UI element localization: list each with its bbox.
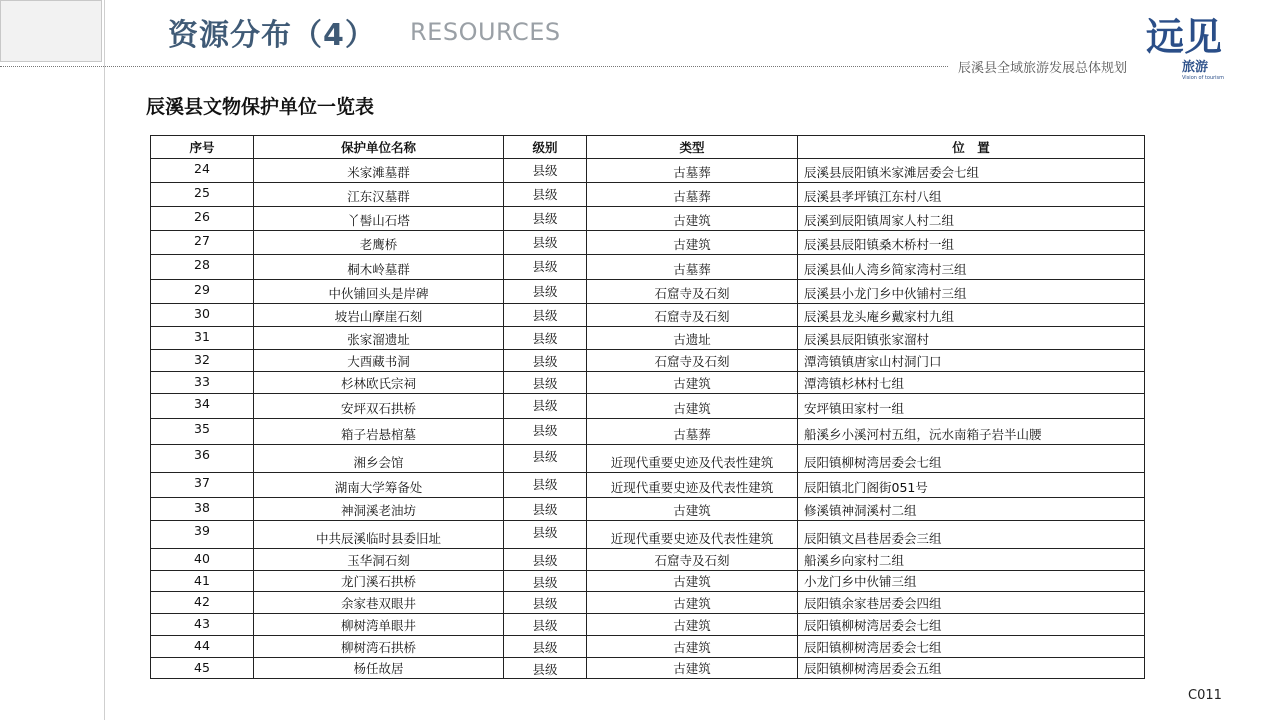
table-row <box>151 636 1145 658</box>
cell-location: 辰溪县辰阳镇张家溜村 <box>798 327 1145 350</box>
table-row <box>151 327 1145 350</box>
cell-location: 辰阳镇柳树湾居委会五组 <box>798 658 1145 679</box>
cell-location: 辰溪县小龙门乡中伙铺村三组 <box>798 280 1145 304</box>
cell-level: 县级 <box>504 658 587 679</box>
cell-level: 县级 <box>504 614 587 636</box>
cell-location: 辰溪县龙头庵乡戴家村九组 <box>798 304 1145 327</box>
cell-number: 40 <box>151 549 254 571</box>
table-row <box>151 498 1145 521</box>
logo-label: 旅游 <box>1182 60 1209 75</box>
cell-location: 辰溪县辰阳镇米家滩居委会七组 <box>798 159 1145 183</box>
column-header-level: 级别 <box>504 136 587 159</box>
cell-number: 38 <box>151 498 254 521</box>
cell-type: 石窟寺及石刻 <box>587 350 798 372</box>
cell-type: 古建筑 <box>587 394 798 419</box>
table-row <box>151 372 1145 394</box>
cell-type: 古建筑 <box>587 636 798 658</box>
cell-location: 小龙门乡中伙铺三组 <box>798 571 1145 592</box>
heritage-units-table <box>150 135 1145 679</box>
cell-type: 古建筑 <box>587 372 798 394</box>
cell-name: 箱子岩悬棺墓 <box>254 419 504 445</box>
cell-name: 龙门溪石拱桥 <box>254 571 504 592</box>
plan-name: 辰溪县全域旅游发展总体规划 <box>958 61 1128 76</box>
logo-tagline: Vision of tourism <box>1182 75 1225 81</box>
cell-location: 潭湾镇杉林村七组 <box>798 372 1145 394</box>
cell-type: 古建筑 <box>587 571 798 592</box>
cell-level: 县级 <box>504 304 587 327</box>
column-header-location: 位 置 <box>798 136 1145 159</box>
column-header-name: 保护单位名称 <box>254 136 504 159</box>
cell-number: 27 <box>151 231 254 255</box>
table-row <box>151 521 1145 549</box>
cell-number: 42 <box>151 592 254 614</box>
cell-name: 余家巷双眼井 <box>254 592 504 614</box>
cell-type: 石窟寺及石刻 <box>587 549 798 571</box>
cell-level: 县级 <box>504 498 587 521</box>
cell-level: 县级 <box>504 159 587 183</box>
cell-number: 29 <box>151 280 254 304</box>
table-row <box>151 571 1145 592</box>
cell-number: 33 <box>151 372 254 394</box>
cell-number: 28 <box>151 255 254 280</box>
cell-number: 37 <box>151 473 254 498</box>
cell-name: 安坪双石拱桥 <box>254 394 504 419</box>
cell-level: 县级 <box>504 473 587 498</box>
cell-level: 县级 <box>504 255 587 280</box>
table-row <box>151 255 1145 280</box>
cell-number: 31 <box>151 327 254 350</box>
cell-number: 39 <box>151 521 254 549</box>
table-row <box>151 304 1145 327</box>
cell-level: 县级 <box>504 372 587 394</box>
logo-glyph: 远见 <box>1146 14 1223 59</box>
cell-name: 杉林欧氏宗祠 <box>254 372 504 394</box>
vision-of-tourism-logo <box>1142 14 1232 88</box>
table-row <box>151 207 1145 231</box>
cell-type: 古建筑 <box>587 592 798 614</box>
cell-name: 玉华洞石刻 <box>254 549 504 571</box>
cell-location: 辰溪县孝坪镇江东村八组 <box>798 183 1145 207</box>
cell-level: 县级 <box>504 231 587 255</box>
cell-location: 辰阳镇余家巷居委会四组 <box>798 592 1145 614</box>
cell-name: 老鹰桥 <box>254 231 504 255</box>
cell-name: 柳树湾石拱桥 <box>254 636 504 658</box>
table-row <box>151 394 1145 419</box>
cell-type: 古建筑 <box>587 658 798 679</box>
cell-level: 县级 <box>504 207 587 231</box>
cell-level: 县级 <box>504 280 587 304</box>
table-row <box>151 549 1145 571</box>
cell-type: 古墓葬 <box>587 183 798 207</box>
table-title: 辰溪县文物保护单位一览表 <box>146 96 375 118</box>
cell-number: 30 <box>151 304 254 327</box>
cell-type: 古建筑 <box>587 207 798 231</box>
left-rule <box>104 0 105 720</box>
cell-name: 丫髻山石塔 <box>254 207 504 231</box>
page-title: 资源分布（4） <box>168 18 376 53</box>
cell-name: 神洞溪老油坊 <box>254 498 504 521</box>
cell-number: 44 <box>151 636 254 658</box>
cell-location: 修溪镇神洞溪村二组 <box>798 498 1145 521</box>
cell-name: 江东汉墓群 <box>254 183 504 207</box>
cell-level: 县级 <box>504 549 587 571</box>
table-row <box>151 350 1145 372</box>
cell-type: 古建筑 <box>587 498 798 521</box>
cell-number: 25 <box>151 183 254 207</box>
cell-type: 石窟寺及石刻 <box>587 280 798 304</box>
table-row <box>151 614 1145 636</box>
table-row <box>151 658 1145 679</box>
cell-name: 柳树湾单眼井 <box>254 614 504 636</box>
cell-level: 县级 <box>504 521 587 549</box>
cell-location: 船溪乡向家村二组 <box>798 549 1145 571</box>
cell-name: 湖南大学筹备处 <box>254 473 504 498</box>
cell-location: 安坪镇田家村一组 <box>798 394 1145 419</box>
cell-number: 26 <box>151 207 254 231</box>
column-header-number: 序号 <box>151 136 254 159</box>
table-row <box>151 592 1145 614</box>
cell-number: 35 <box>151 419 254 445</box>
cell-type: 古墓葬 <box>587 419 798 445</box>
cell-name: 张家溜遗址 <box>254 327 504 350</box>
cell-level: 县级 <box>504 350 587 372</box>
cell-level: 县级 <box>504 445 587 473</box>
cell-location: 辰溪县辰阳镇桑木桥村一组 <box>798 231 1145 255</box>
cell-level: 县级 <box>504 394 587 419</box>
cell-name: 中共辰溪临时县委旧址 <box>254 521 504 549</box>
table-row <box>151 280 1145 304</box>
cell-name: 湘乡会馆 <box>254 445 504 473</box>
cell-name: 桐木岭墓群 <box>254 255 504 280</box>
cell-location: 船溪乡小溪河村五组，沅水南箱子岩半山腰 <box>798 419 1145 445</box>
cell-level: 县级 <box>504 571 587 592</box>
cell-level: 县级 <box>504 419 587 445</box>
table-row <box>151 419 1145 445</box>
cell-location: 辰溪县仙人湾乡简家湾村三组 <box>798 255 1145 280</box>
cell-number: 34 <box>151 394 254 419</box>
cell-level: 县级 <box>504 327 587 350</box>
table-row <box>151 445 1145 473</box>
cell-type: 古墓葬 <box>587 255 798 280</box>
cell-number: 43 <box>151 614 254 636</box>
cell-level: 县级 <box>504 183 587 207</box>
page-subtitle: RESOURCES <box>410 18 561 46</box>
cell-number: 36 <box>151 445 254 473</box>
table-row <box>151 159 1145 183</box>
column-header-type: 类型 <box>587 136 798 159</box>
cell-name: 米家滩墓群 <box>254 159 504 183</box>
page-code: C011 <box>1188 688 1222 703</box>
cell-level: 县级 <box>504 592 587 614</box>
corner-box <box>0 0 102 62</box>
cell-type: 近现代重要史迹及代表性建筑 <box>587 473 798 498</box>
cell-location: 辰阳镇柳树湾居委会七组 <box>798 614 1145 636</box>
header-divider <box>0 66 948 67</box>
cell-type: 古建筑 <box>587 614 798 636</box>
cell-location: 潭湾镇镇唐家山村洞门口 <box>798 350 1145 372</box>
cell-type: 近现代重要史迹及代表性建筑 <box>587 445 798 473</box>
cell-location: 辰溪到辰阳镇周家人村二组 <box>798 207 1145 231</box>
cell-type: 古建筑 <box>587 231 798 255</box>
cell-name: 大酉藏书洞 <box>254 350 504 372</box>
cell-type: 古遗址 <box>587 327 798 350</box>
table-header-row <box>151 136 1145 159</box>
cell-name: 杨任故居 <box>254 658 504 679</box>
cell-type: 石窟寺及石刻 <box>587 304 798 327</box>
cell-location: 辰阳镇北门阁街051号 <box>798 473 1145 498</box>
table-row <box>151 231 1145 255</box>
table-row <box>151 183 1145 207</box>
cell-level: 县级 <box>504 636 587 658</box>
cell-type: 近现代重要史迹及代表性建筑 <box>587 521 798 549</box>
cell-number: 24 <box>151 159 254 183</box>
cell-type: 古墓葬 <box>587 159 798 183</box>
cell-number: 41 <box>151 571 254 592</box>
cell-location: 辰阳镇柳树湾居委会七组 <box>798 445 1145 473</box>
cell-name: 坡岩山摩崖石刻 <box>254 304 504 327</box>
cell-location: 辰阳镇柳树湾居委会七组 <box>798 636 1145 658</box>
cell-name: 中伙铺回头是岸碑 <box>254 280 504 304</box>
cell-location: 辰阳镇文昌巷居委会三组 <box>798 521 1145 549</box>
table-row <box>151 473 1145 498</box>
cell-number: 45 <box>151 658 254 679</box>
cell-number: 32 <box>151 350 254 372</box>
